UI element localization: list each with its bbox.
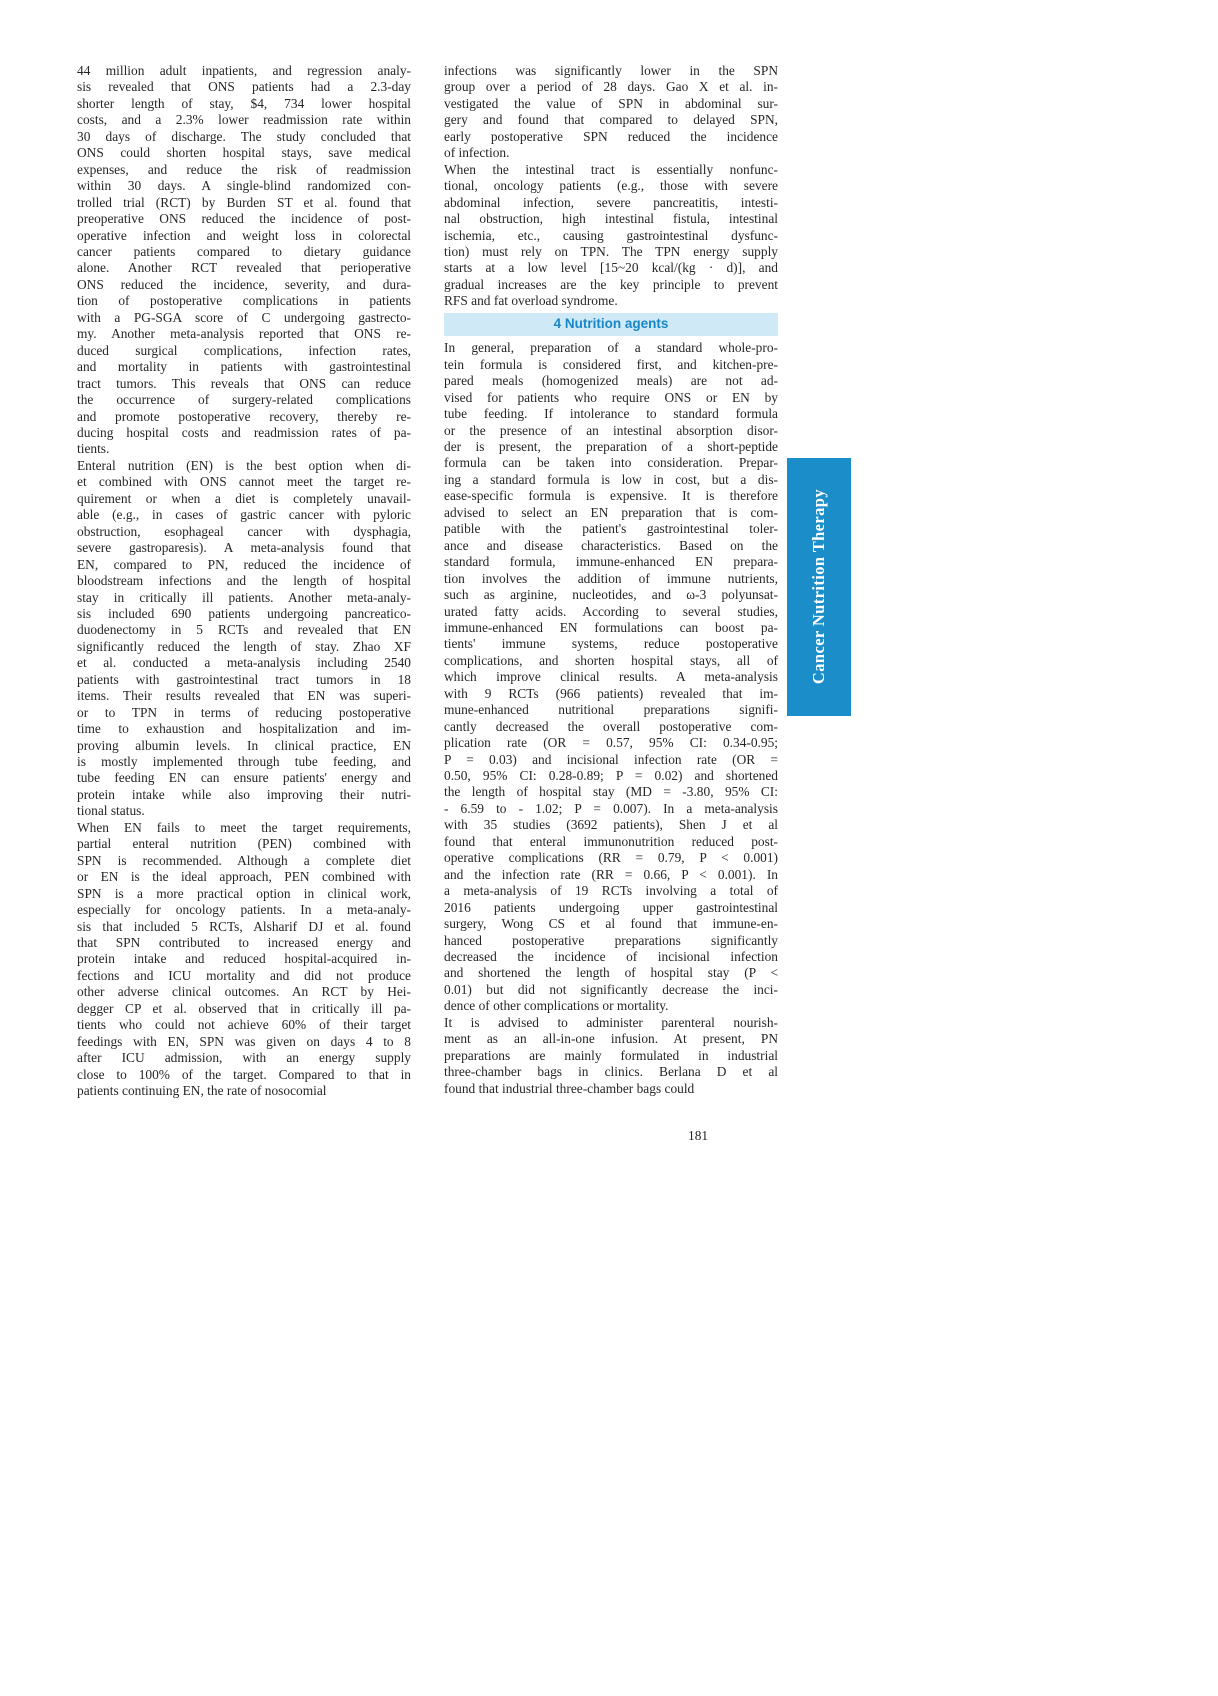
text-line: protein intake and reduced hospital-acquired in- (77, 951, 411, 967)
text-line: partial enteral nutrition (PEN) combined with (77, 836, 411, 852)
text-line: complications, and shorten hospital stays, all of (444, 652, 778, 668)
text-line: significantly reduced the length of stay. Zhao XF (77, 638, 411, 654)
text-line: RFS and fat overload syndrome. (444, 293, 618, 309)
text-line: ing a standard formula is low in cost, but a dis- (444, 471, 778, 487)
paragraph (444, 340, 778, 1015)
text-line: operative complications (RR = 0.79, P < 0.001) (444, 850, 778, 866)
text-line: plication rate (OR = 0.57, 95% CI: 0.34-0.95; (444, 735, 778, 751)
text-line: pared meals (homogenized meals) are not ad- (444, 373, 778, 389)
text-line: When EN fails to meet the target requirements, (77, 819, 411, 835)
paragraph (77, 63, 411, 458)
text-line: stay in critically ill patients. Another meta-analy- (77, 589, 411, 605)
text-line: tients who could not achieve 60% of their target (77, 1017, 411, 1033)
text-line: immune-enhanced EN formulations can boost pa- (444, 619, 778, 635)
text-line: group over a period of 28 days. Gao X et al. in- (444, 79, 778, 95)
text-line: tional, oncology patients (e.g., those with severe (444, 178, 778, 194)
text-line: within 30 days. A single-blind randomized con- (77, 178, 411, 194)
text-line: 30 days of discharge. The study concluded that (77, 128, 411, 144)
text-line: dence of other complications or mortality. (444, 998, 669, 1014)
text-line: vised for patients who require ONS or EN by (444, 389, 778, 405)
paragraph (77, 458, 411, 820)
text-line: early postoperative SPN reduced the incidence (444, 128, 778, 144)
left-text-column (77, 63, 411, 1100)
text-line: shorter length of stay, $4, 734 lower hospital (77, 95, 411, 111)
text-line: which improve clinical results. A meta-analysis (444, 669, 778, 685)
text-line: patients with gastrointestinal tract tumors in 18 (77, 671, 411, 687)
text-line: abdominal infection, severe pancreatitis, intesti- (444, 194, 778, 210)
text-line: costs, and a 2.3% lower readmission rate within (77, 112, 411, 128)
text-line: expenses, and reduce the risk of readmission (77, 161, 411, 177)
text-line: et combined with ONS cannot meet the target re- (77, 474, 411, 490)
text-line: patients continuing EN, the rate of nosocomial (77, 1083, 327, 1099)
text-line: 0.01) but did not significantly decrease the inci- (444, 981, 778, 997)
text-line: severe gastroparesis). A meta-analysis found that (77, 540, 411, 556)
text-line: ischemia, etc., causing gastrointestinal dysfunc- (444, 227, 778, 243)
text-line: tion) must rely on TPN. The TPN energy supply (444, 243, 778, 259)
text-line: cancer patients compared to dietary guidance (77, 243, 411, 259)
text-line: and the infection rate (RR = 0.66, P < 0.001). In (444, 866, 778, 882)
text-line: tube feeding. If intolerance to standard formula (444, 406, 778, 422)
text-line: urated fatty acids. According to several studies, (444, 603, 778, 619)
text-line: after ICU admission, with an energy supply (77, 1050, 411, 1066)
text-line: especially for oncology patients. In a meta-analy- (77, 902, 411, 918)
text-line: the occurrence of surgery-related complications (77, 392, 411, 408)
text-line: duced surgical complications, infection rates, (77, 342, 411, 358)
text-line: tract tumors. This reveals that ONS can reduce (77, 375, 411, 391)
text-line: - 6.59 to - 1.02; P = 0.007). In a meta-analysis (444, 800, 778, 816)
text-line: sis that included 5 RCTs, Alsharif DJ et al. found (77, 918, 411, 934)
text-line: with 9 RCTs (966 patients) revealed that im- (444, 685, 778, 701)
text-line: formula can be taken into consideration. Prepar- (444, 455, 778, 471)
text-line: patible with the patient's gastrointestinal toler- (444, 521, 778, 537)
text-line: SPN is recommended. Although a complete diet (77, 852, 411, 868)
text-line: degger CP et al. observed that in critically ill pa- (77, 1000, 411, 1016)
text-line: other adverse clinical outcomes. An RCT by Hei- (77, 984, 411, 1000)
text-line: der is present, the preparation of a short-peptide (444, 438, 778, 454)
text-line: proving albumin levels. In clinical practice, EN (77, 737, 411, 753)
text-line: found that industrial three-chamber bags could (444, 1080, 695, 1096)
text-line: fections and ICU mortality and did not produce (77, 967, 411, 983)
text-line: and promote postoperative recovery, thereby re- (77, 408, 411, 424)
text-line: decreased the incidence of incisional infection (444, 949, 778, 965)
text-line: In general, preparation of a standard whole-pro- (444, 340, 778, 356)
text-line: such as arginine, nucleotides, and ω-3 polyunsat- (444, 587, 778, 603)
text-line: tein formula is considered first, and kitchen-pre- (444, 356, 778, 372)
text-line: time to exhaustion and hospitalization and im- (77, 721, 411, 737)
text-line: or the presence of an intestinal absorption disor- (444, 422, 778, 438)
text-line: sis revealed that ONS patients had a 2.3-day (77, 79, 411, 95)
text-line: ease-specific formula is expensive. It is therefore (444, 488, 778, 504)
text-line: preoperative ONS reduced the incidence of post- (77, 211, 411, 227)
text-line: nal obstruction, high intestinal fistula, intestinal (444, 211, 778, 227)
text-line: obstruction, esophageal cancer with dysphagia, (77, 523, 411, 539)
text-line: the length of hospital stay (MD = -3.80, 95% CI: (444, 784, 778, 800)
text-line: SPN is a more practical option in clinical work, (77, 885, 411, 901)
text-line: preparations are mainly formulated in industrial (444, 1047, 778, 1063)
text-line: or EN is the ideal approach, PEN combined with (77, 869, 411, 885)
text-line: trolled trial (RCT) by Burden ST et al. found that (77, 194, 411, 210)
text-line: three-chamber bags in clinics. Berlana D et al (444, 1064, 778, 1080)
text-line: advised to select an EN preparation that is com- (444, 504, 778, 520)
paragraph (444, 1015, 778, 1097)
text-line: ance and disease characteristics. Based on the (444, 537, 778, 553)
text-line: found that enteral immunonutrition reduced post- (444, 833, 778, 849)
section-heading: 4 Nutrition agents (444, 313, 778, 336)
text-line: quirement or when a diet is completely unavail- (77, 490, 411, 506)
text-line: standard formula, immune-enhanced EN prepara- (444, 554, 778, 570)
text-line: starts at a low level [15~20 kcal/(kg · d)], and (444, 260, 778, 276)
text-line: is mostly implemented through tube feeding, and (77, 754, 411, 770)
paragraph (77, 820, 411, 1100)
page-number: 181 (688, 1128, 709, 1143)
text-line: 44 million adult inpatients, and regression analy- (77, 63, 411, 78)
text-line: with a PG-SGA score of C undergoing gastrecto- (77, 309, 411, 325)
paragraph (444, 63, 778, 162)
text-line: close to 100% of the target. Compared to that in (77, 1066, 411, 1082)
text-line: able (e.g., in cases of gastric cancer with pyloric (77, 507, 411, 523)
text-line: gery and found that compared to delayed SPN, (444, 112, 778, 128)
text-line: ONS could shorten hospital stays, save medical (77, 145, 411, 161)
text-line: Enteral nutrition (EN) is the best option when di- (77, 457, 411, 473)
text-line: hanced postoperative preparations significantly (444, 932, 778, 948)
text-line: or to TPN in terms of reducing postoperative (77, 704, 411, 720)
text-line: et al. conducted a meta-analysis including 2540 (77, 655, 411, 671)
text-line: surgery, Wong CS et al found that immune-en- (444, 916, 778, 932)
text-line: feedings with EN, SPN was given on days 4 to 8 (77, 1033, 411, 1049)
text-line: It is advised to administer parenteral nourish- (444, 1014, 778, 1030)
text-line: EN, compared to PN, reduced the incidence of (77, 556, 411, 572)
text-line: sis included 690 patients undergoing pancreatico- (77, 605, 411, 621)
chapter-thumb-tab-label: Cancer Nutrition Therapy (809, 489, 828, 685)
text-line: When the intestinal tract is essentially nonfunc- (444, 161, 778, 177)
text-line: tion of postoperative complications in patients (77, 293, 411, 309)
text-line: mune-enhanced nutritional preparations signifi- (444, 702, 778, 718)
text-line: that SPN contributed to increased energy and (77, 935, 411, 951)
text-line: P = 0.03) and incisional infection rate (OR = (444, 751, 778, 767)
text-line: tients' immune systems, reduce postoperative (444, 636, 778, 652)
text-line: and mortality in patients with gastrointestinal (77, 359, 411, 375)
text-line: and shortened the length of hospital stay (P < (444, 965, 778, 981)
text-line: ducing hospital costs and readmission rates of pa- (77, 424, 411, 440)
text-line: ment as an all-in-one infusion. At present, PN (444, 1031, 778, 1047)
text-line: ONS reduced the incidence, severity, and dura- (77, 276, 411, 292)
text-line: cantly decreased the overall postoperative com- (444, 718, 778, 734)
text-line: vestigated the value of SPN in abdominal sur- (444, 95, 778, 111)
text-line: tube feeding EN can ensure patients' energy and (77, 770, 411, 786)
text-line: 0.50, 95% CI: 0.28-0.89; P = 0.02) and shortened (444, 768, 778, 784)
text-line: my. Another meta-analysis reported that ONS re- (77, 326, 411, 342)
text-line: alone. Another RCT revealed that perioperative (77, 260, 411, 276)
text-line: with 35 studies (3692 patients), Shen J et al (444, 817, 778, 833)
text-line: tients. (77, 441, 110, 457)
text-line: operative infection and weight loss in colorectal (77, 227, 411, 243)
text-line: tion involves the addition of immune nutrients, (444, 570, 778, 586)
text-line: 2016 patients undergoing upper gastrointestinal (444, 899, 778, 915)
right-text-column (444, 63, 778, 1097)
text-line: tional status. (77, 803, 145, 819)
chapter-thumb-tab (787, 458, 851, 716)
text-line: of infection. (444, 145, 510, 161)
text-line: protein intake while also improving their nutri- (77, 786, 411, 802)
text-line: bloodstream infections and the length of hospital (77, 573, 411, 589)
text-line: gradual increases are the key principle to prevent (444, 276, 778, 292)
text-line: a meta-analysis of 19 RCTs involving a total of (444, 883, 778, 899)
text-line: infections was significantly lower in the SPN (444, 63, 778, 78)
text-line: items. Their results revealed that EN was superi- (77, 688, 411, 704)
text-line: duodenectomy in 5 RCTs and revealed that EN (77, 622, 411, 638)
paragraph (444, 162, 778, 310)
